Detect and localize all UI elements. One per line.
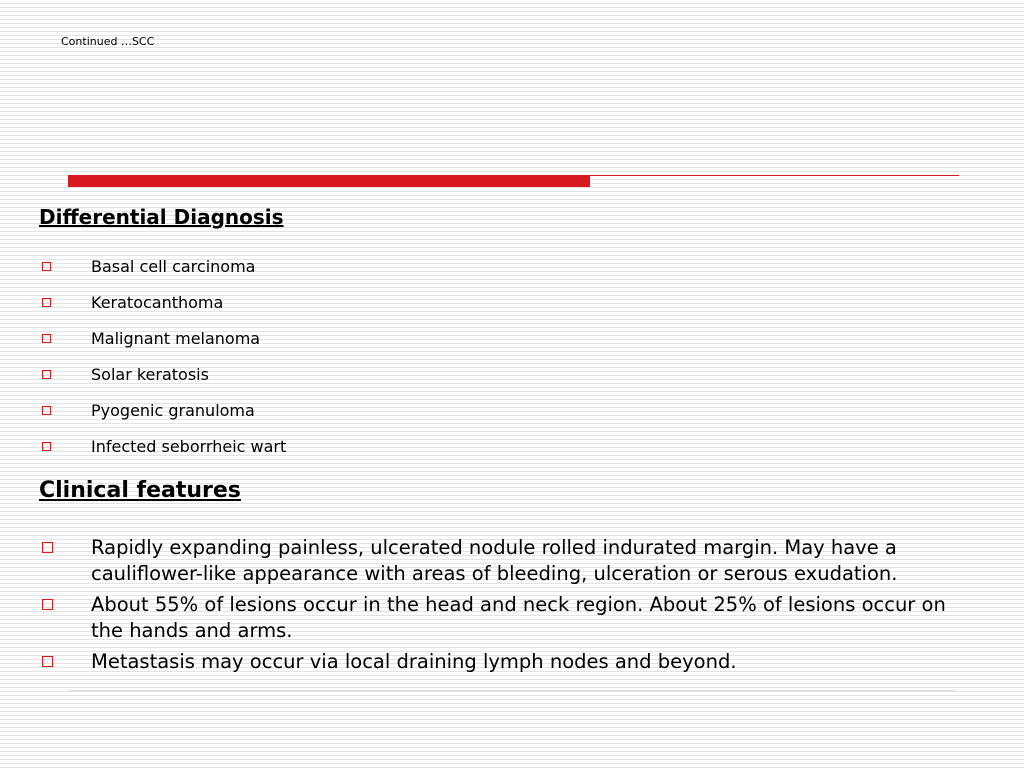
list-item-text: Solar keratosis	[91, 365, 209, 384]
square-bullet-icon	[42, 442, 51, 451]
differential-diagnosis-heading: Differential Diagnosis	[39, 205, 284, 229]
differential-diagnosis-list	[39, 256, 539, 472]
square-bullet-icon	[42, 334, 51, 343]
title-accent-bar	[68, 175, 590, 187]
slide-subtitle: Continued …SCC	[61, 35, 155, 48]
list-item-text: Rapidly expanding painless, ulcerated nodule rolled indurated margin. May have a cauliflower-like appearance with areas of bleeding, ulceration or serous exudation.	[91, 536, 898, 585]
square-bullet-icon	[42, 298, 51, 307]
list-item	[39, 649, 954, 675]
square-bullet-icon	[42, 599, 53, 610]
list-item-text: Infected seborrheic wart	[91, 437, 287, 456]
list-item	[39, 364, 539, 400]
list-item-text: Basal cell carcinoma	[91, 257, 256, 276]
list-item	[39, 256, 539, 292]
list-item	[39, 292, 539, 328]
list-item	[39, 535, 954, 587]
square-bullet-icon	[42, 406, 51, 415]
square-bullet-icon	[42, 656, 53, 667]
bottom-divider	[68, 690, 956, 691]
title-accent-line	[590, 175, 959, 176]
clinical-features-heading: Clinical features	[39, 478, 241, 503]
square-bullet-icon	[42, 542, 53, 553]
list-item-text: Metastasis may occur via local draining lymph nodes and beyond.	[91, 650, 737, 673]
square-bullet-icon	[42, 262, 51, 271]
list-item	[39, 436, 539, 472]
list-item-text: Keratocanthoma	[91, 293, 224, 312]
list-item-text: Pyogenic granuloma	[91, 401, 255, 420]
list-item	[39, 328, 539, 364]
list-item-text: About 55% of lesions occur in the head and neck region. About 25% of lesions occur on the hands and arms.	[91, 593, 946, 642]
list-item	[39, 592, 954, 644]
list-item-text: Malignant melanoma	[91, 329, 261, 348]
square-bullet-icon	[42, 370, 51, 379]
clinical-features-list	[39, 535, 954, 680]
list-item	[39, 400, 539, 436]
